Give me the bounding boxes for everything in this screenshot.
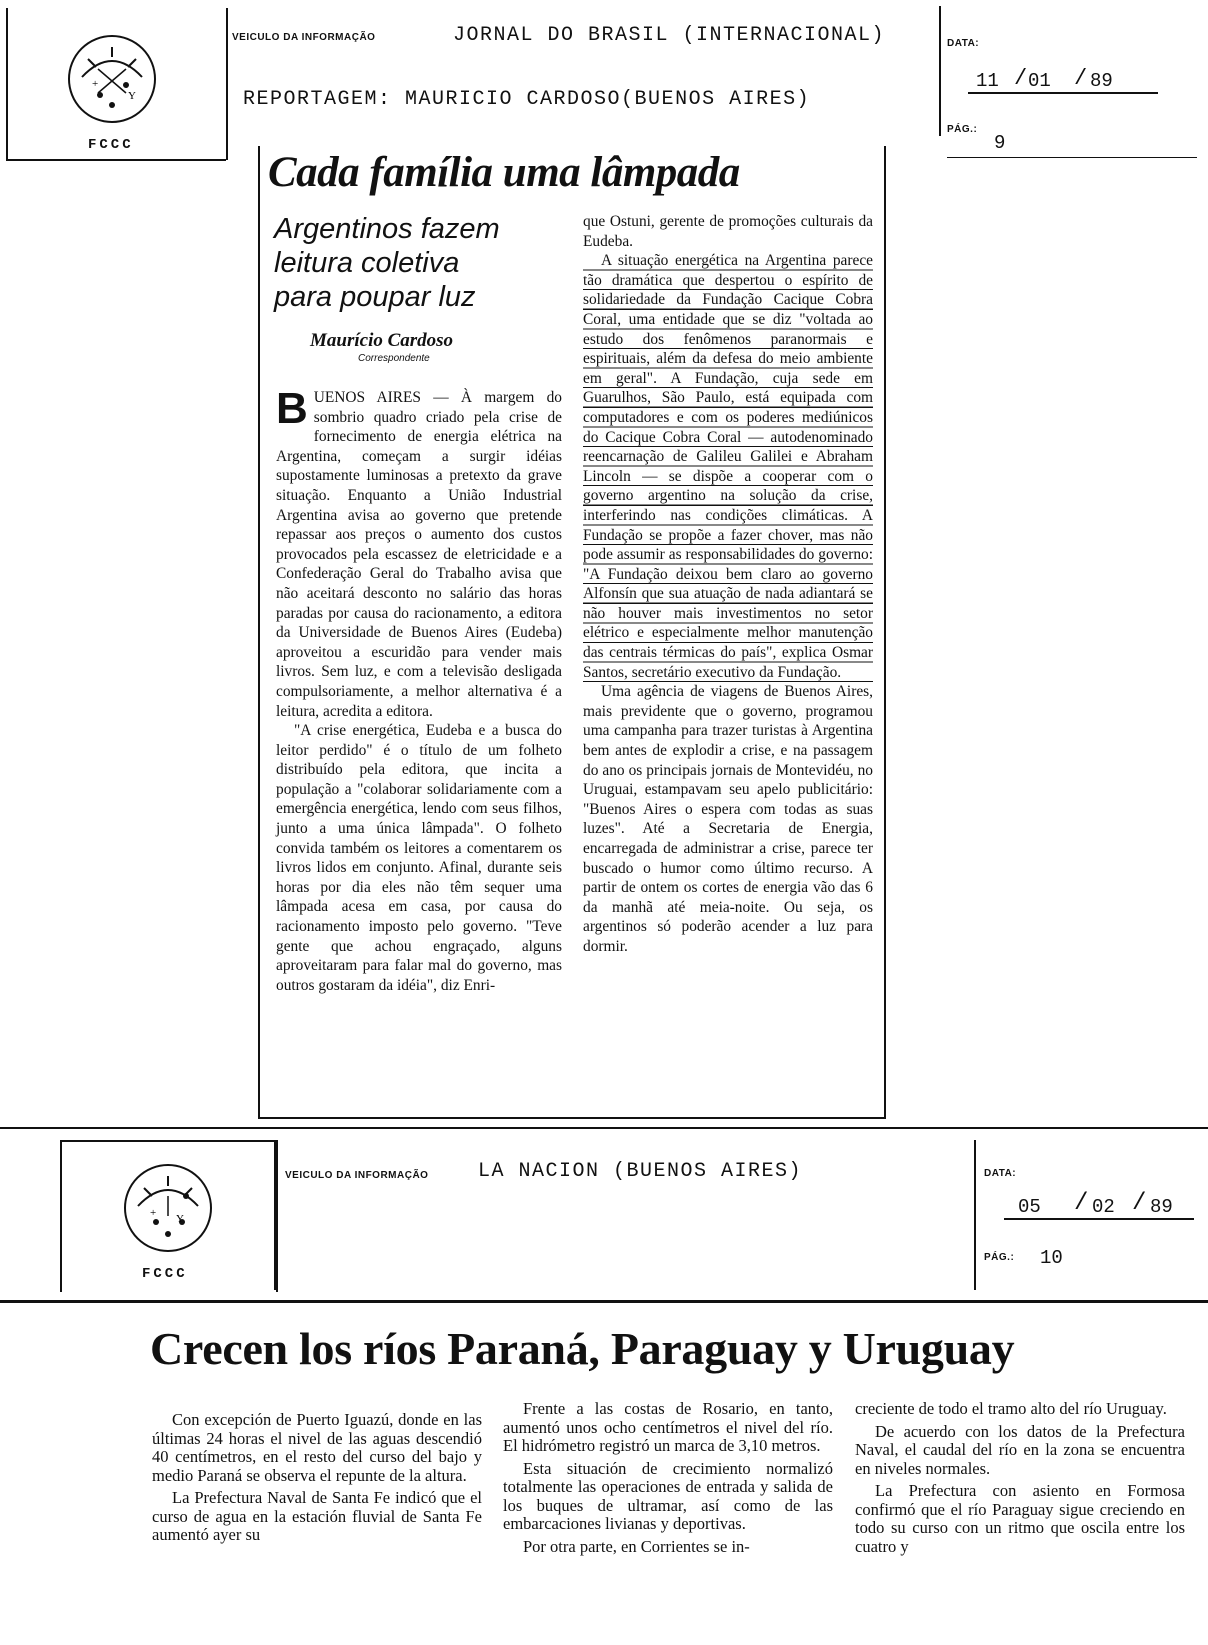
article2-col2-para3: Por otra parte, en Corrientes se in-: [523, 1536, 750, 1556]
clip-divider-top: [0, 1127, 1208, 1129]
article1-col1: [276, 384, 562, 995]
subhead-line-1: Argentinos fazem: [274, 213, 500, 245]
veiculo-value-2: LA NACION (BUENOS AIRES): [478, 1160, 803, 1183]
date-day-1: 11: [976, 70, 999, 92]
article2-headline: Crecen los ríos Paraná, Paraguay y Uruguay: [150, 1323, 1015, 1374]
fccc-logo-text-1: FCCC: [88, 137, 134, 153]
article1-col1-para1: [276, 384, 562, 721]
subhead-line-2: leitura coletiva: [274, 247, 460, 279]
date-month-2: 02: [1092, 1196, 1115, 1218]
subhead-line-3: para poupar luz: [274, 281, 476, 313]
article1-dropcap: B: [276, 384, 308, 433]
pag-value-1: 9: [994, 132, 1006, 154]
clip2-left-divider: [274, 1140, 276, 1290]
pag-value-2: 10: [1040, 1247, 1063, 1269]
article1-col2-para3: Uma agência de viagens de Buenos Aires, mais previdente que o governo, programou uma campanha para trazer turistas à Argentina bem antes de explodir a crise, e na passagem do ano os principais jornais de Montevidéu, no Uruguai, estampavam seu apelo publicitário: "Buenos Aires o espera com todas as suas luzes". Até a Secretaria de Energia, encarregada de administrar a crise, parece ter buscado o humor como último recurso. A partir de ontem os cortes de energia vão das 6 da manhã até meia-noite. Ou seja, os argentinos só poderão acender a luz para dormir.: [583, 683, 873, 955]
date-sep-2a: /: [1074, 1190, 1089, 1217]
article2-col3-para1: creciente de todo el tramo alto del río Uruguay.: [855, 1399, 1167, 1418]
fccc-logo-icon-1: [68, 35, 156, 123]
veiculo-value-1: JORNAL DO BRASIL (INTERNACIONAL): [453, 24, 886, 47]
clipping-cut-edge: [0, 1592, 1208, 1645]
data-label-1: DATA:: [947, 38, 980, 49]
article2-col1-para2: La Prefectura Naval de Santa Fe indicó que el curso de agua en la estación fluvial de Santa Fe aumentó ayer su: [152, 1488, 482, 1544]
article1-col2: [583, 212, 873, 957]
date-sep-1a: /: [1014, 66, 1028, 91]
data-label-2: DATA:: [984, 1168, 1017, 1179]
article1-col2-para2: A situação energética na Argentina parece tão dramática que despertou o espírito de solidariedade da Fundação Cacique Cobra Coral, uma entidade que se diz "voltada ao estudo dos fenômenos paranormais e espirituais, além da defesa do meio ambiente em geral". A Fundação, cuja sede em Guarulhos, São Paulo, está equipada com computadores e com os poderes mediúnicos do Cacique Cobra Coral — autodenominado reencarnação de Galileu Galilei e Abraham Lincoln — se dispõe a cooperar com o governo argentino na solução da crise, interferindo nas condições climáticas. A Fundação se propõe a fazer chover, mas não pode assumir as responsabilidades do governo: "A Fundação deixou bem claro ao governo Alfonsín que sua atuação de nada adiantará se não houver mais investimentos no setor elétrico e especialmente melhor manutenção das centrais térmicas do país", explica Osmar Santos, secretário executivo da Fundação.: [583, 252, 873, 681]
svg-text:Y: Y: [128, 90, 136, 102]
article2-col2-para2: Esta situación de crecimiento normalizó totalmente las operaciones de entrada y salida de los buques de ultramar, así como de las embarcaciones livianas y deportivas.: [503, 1458, 833, 1533]
article2-col2: [503, 1400, 833, 1560]
article2-col3-para3: La Prefectura con asiento en Formosa confirmó que el río Paraguay sigue creciendo en todo su curso con un ritmo que oscila entre los cuatro y: [855, 1481, 1185, 1556]
pag-label-2: PÁG.:: [984, 1252, 1015, 1263]
date-year-2: 89: [1150, 1196, 1173, 1218]
date-sep-2b: /: [1132, 1190, 1147, 1217]
article1-author: Maurício Cardoso: [310, 330, 454, 351]
date-sep-1b: /: [1074, 66, 1088, 91]
article2-col3-para2: De acuerdo con los datos de la Prefectura Naval, el caudal del río en la zona se encuentra en niveles normales.: [855, 1421, 1185, 1478]
date-underline-1: [968, 92, 1158, 94]
article2-col1-para1: Con excepción de Puerto Iguazú, donde en las últimas 24 horas el nivel de las aguas descendió 40 centímetros, en el resto del curso del bajo y medio Paraná se observa el repunte de la altura.: [152, 1410, 482, 1485]
date-month-1: 01: [1028, 70, 1051, 92]
fccc-logo-icon-2: [124, 1164, 212, 1252]
veiculo-label-2: VEICULO DA INFORMAÇÃO: [285, 1170, 429, 1181]
header-rule-bottom-1: [6, 159, 226, 161]
article1-left-border: [258, 146, 260, 1118]
article1-headline: Cada família uma lâmpada: [268, 149, 740, 196]
veiculo-label-1: VEICULO DA INFORMAÇÃO: [232, 32, 376, 43]
clip-divider-bottom: [0, 1300, 1208, 1303]
article1-subhead: [274, 212, 564, 314]
svg-text:+: +: [150, 1207, 157, 1219]
article2-col3: [855, 1400, 1185, 1560]
date-divider-1: [939, 6, 941, 136]
reportagem-line: REPORTAGEM: MAURICIO CARDOSO(BUENOS AIRES): [243, 88, 811, 111]
article1-author-role: Correspondente: [358, 353, 430, 364]
article2-col1: [152, 1411, 482, 1549]
article1-col1-para1-text: UENOS AIRES — À margem do sombrio quadro criado pela crise de fornecimento de energia elétrica na Argentina, começam a surgir idéias supostamente luminosas a pretexto da grave situação. Enquanto a União Industrial Argentina avisa ao governo que pretende repassar aos preços o aumento dos custos provocados pela escassez de eletricidade e a Confederação Geral do Trabalho avisa que não aceitará desconto no salário das horas paradas por causa do racionamento, a editora da Universidade de Buenos Aires (Eudeba) aproveitou a escuridão para vender mais livros. Sem luz, e com a televisão desligada compulsoriamente, a melhor alternativa é a leitura, acredita a editora.: [276, 389, 562, 720]
pag-rule-1: [947, 157, 1197, 158]
pag-label-1: PÁG.:: [947, 124, 978, 135]
fccc-logo-text-2: FCCC: [142, 1266, 188, 1282]
article1-col2-para1: que Ostuni, gerente de promoções culturais da Eudeba.: [583, 213, 873, 250]
article2-col2-para1: Frente a las costas de Rosario, en tanto, aumentó unos ocho centímetros el nivel del río. El hidrómetro registró un marca de 3,10 metros.: [503, 1399, 833, 1455]
date-year-1: 89: [1090, 70, 1113, 92]
article1-bottom-border: [258, 1117, 886, 1119]
svg-text:Y: Y: [176, 1213, 184, 1225]
svg-text:+: +: [92, 78, 99, 90]
date-day-2: 05: [1018, 1196, 1041, 1218]
article1-col1-para2: "A crise energética, Eudeba e a busca do leitor perdido" é o título de um folheto distribuído pela editora, que incita a população a "colaborar solidariamente com a emergência energética, lendo com seus filhos, junto a uma única lâmpada". O folheto convida também os leitores a comentarem os livros lidos em conjunto. Afinal, durante seis horas por dia eles não têm sequer uma lâmpada acesa em casa, por causa do racionamento imposto pelo governo. "Teve gente que achou engraçado, alguns aproveitaram para falar mal do governo, mas outros gostaram da idéia", diz Enri-: [276, 722, 562, 994]
article1-right-border: [884, 146, 886, 1118]
date-underline-2: [1004, 1218, 1194, 1220]
date-divider-2: [974, 1140, 976, 1290]
